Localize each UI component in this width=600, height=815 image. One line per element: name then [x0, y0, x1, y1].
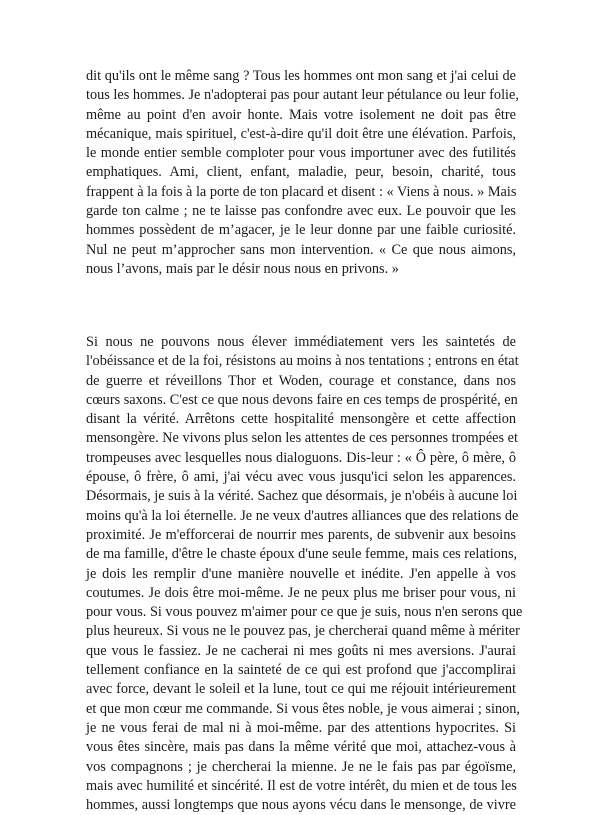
- text-line: Si nous ne pouvons nous élever immédiatement vers les saintetés de: [86, 334, 516, 350]
- text-line: épouse, ô frère, ô ami, j'ai vécu avec vous jusqu'ici selon les apparences.: [86, 469, 516, 486]
- text-line: nous l’avons, mais par le désir nous nous en privons. »: [86, 260, 399, 277]
- text-line: Désormais, je suis à la vérité. Sachez que désormais, je n'obéis à aucune loi: [86, 488, 518, 505]
- text-line: le monde entier semble comploter pour vous importuner avec des futilités: [86, 145, 516, 162]
- text-line: trompeuses avec lesquelles nous dialoguons. Dis-leur : « Ô père, ô mère, ô: [86, 449, 516, 466]
- text-line: hommes, aussi longtemps que nous ayons vécu dans le mensonge, de vivre: [86, 797, 516, 814]
- text-line: Nul ne peut m’approcher sans mon intervention. « Ce que nous aimons,: [86, 241, 516, 258]
- text-line: frappent à la fois à la porte de ton placard et disent : « Viens à nous. » Mais: [86, 183, 517, 200]
- text-line: emphatiques. Ami, client, enfant, maladie, peur, besoin, charité, tous: [86, 164, 516, 181]
- text-line: même au point d'en avoir honte. Mais votre isolement ne doit pas être: [86, 106, 516, 123]
- text-line: pour vous. Si vous pouvez m'aimer pour ce que je suis, nous n'en serons que: [86, 604, 523, 621]
- text-line: garde ton calme ; ne te laisse pas confondre avec eux. Le pouvoir que les: [86, 203, 516, 220]
- text-line: de guerre et réveillons Thor et Woden, courage et constance, dans nos: [86, 372, 516, 389]
- text-line: mécanique, mais spirituel, c'est-à-dire qu'il doit être une élévation. Parfois,: [86, 125, 516, 142]
- text-line: je dois les remplir d'une manière nouvelle et inédite. J'en appelle à vos: [86, 565, 516, 582]
- text-line: vous êtes sincère, mais pas dans la même vérité que moi, attachez-vous à: [86, 739, 516, 756]
- text-line: dit qu'ils ont le même sang ? Tous les hommes ont mon sang et j'ai celui de: [86, 68, 516, 84]
- text-line: et que mon cœur me commande. Si vous êtes noble, je vous aimerai ; sinon,: [86, 700, 520, 717]
- text-line: cœurs saxons. C'est ce que nous devons faire en ces temps de prospérité, en: [86, 391, 518, 408]
- text-line: je ne vous ferai de mal ni à moi-même. par des attentions hypocrites. Si: [86, 719, 516, 736]
- text-line: tous les hommes. Je n'adopterai pas pour autant leur pétulance ou leur folie,: [86, 87, 519, 104]
- text-line: proximité. Je m'efforcerai de nourrir mes parents, de subvenir aux besoins: [86, 526, 516, 543]
- text-line: avec force, devant le soleil et la lune, tout ce qui me réjouit intérieurement: [86, 681, 516, 698]
- text-line: plus heureux. Si vous ne le pouvez pas, je chercherai quand même à mériter: [86, 623, 520, 640]
- text-line: de ma famille, d'être le chaste époux d'une seule femme, mais ces relations,: [86, 546, 518, 563]
- text-line: mensongère. Ne vivons plus selon les attentes de ces personnes trompées et: [86, 430, 518, 447]
- text-line: mais avec humilité et sincérité. Il est de votre intérêt, du mien et de tous les: [86, 777, 517, 794]
- paragraph-2: [86, 333, 523, 815]
- paragraph-1: [86, 67, 519, 279]
- text-line: hommes possèdent de m’agacer, je le leur donne par une faible curiosité.: [86, 222, 516, 239]
- text-line: coutumes. Je dois être moi-même. Je ne peux plus me briser pour vous, ni: [86, 584, 516, 601]
- text-line: tellement confiance en la sainteté de ce qui est profond que j'accomplirai: [86, 662, 516, 679]
- text-line: moins qu'à la loi éternelle. Je ne veux d'autres alliances que des relations de: [86, 507, 519, 524]
- text-line: l'obéissance et de la foi, résistons au moins à nos tentations ; entrons en état: [86, 353, 519, 370]
- text-line: disant la vérité. Arrêtons cette hospitalité mensongère et cette affection: [86, 411, 516, 428]
- text-line: vos compagnons ; je chercherai la mienne. Je ne le fais pas par égoïsme,: [86, 758, 516, 775]
- text-line: que vous le fassiez. Je ne cacherai ni mes goûts ni mes aversions. J'aurai: [86, 642, 516, 659]
